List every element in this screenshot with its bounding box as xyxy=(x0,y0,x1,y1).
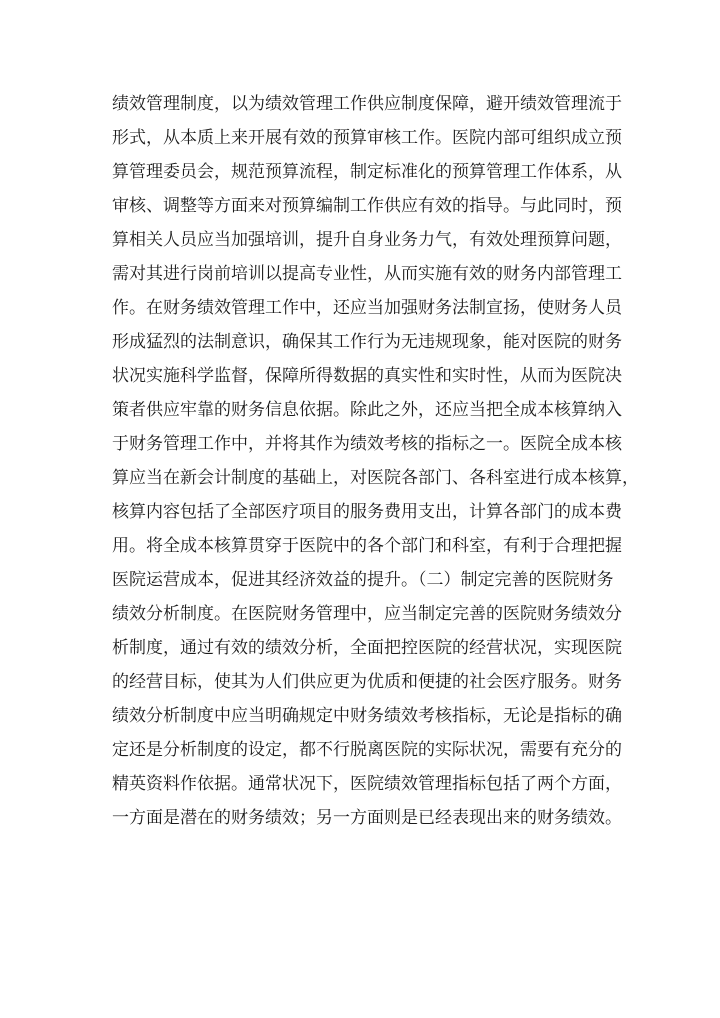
text-line: 算管理委员会，规范预算流程，制定标准化的预算管理工作体系，从 xyxy=(112,162,622,182)
text-line: 形成猛烈的法制意识，确保其工作行为无违规现象，能对医院的财务 xyxy=(112,332,622,352)
text-line: 用。将全成本核算贯穿于医院中的各个部门和科室，有利于合理把握 xyxy=(112,536,622,556)
text-line: 绩效分析制度中应当明确规定中财务绩效考核指标，无论是指标的确 xyxy=(112,706,622,726)
text-line: 精英资料作依据。通常状况下，医院绩效管理指标包括了两个方面， xyxy=(112,774,622,794)
text-line: 策者供应牢靠的财务信息依据。除此之外，还应当把全成本核算纳入 xyxy=(112,400,622,420)
text-line: 算相关人员应当加强培训，提升自身业务力气，有效处理预算问题， xyxy=(112,230,622,250)
text-line: 绩效管理制度，以为绩效管理工作供应制度保障，避开绩效管理流于 xyxy=(112,94,622,114)
text-line: 绩效分析制度。在医院财务管理中，应当制定完善的医院财务绩效分 xyxy=(112,604,622,624)
text-line: 医院运营成本，促进其经济效益的提升。（二）制定完善的医院财务 xyxy=(112,570,614,590)
text-line: 一方面是潜在的财务绩效；另一方面则是已经表现出来的财务绩效。 xyxy=(112,808,622,828)
text-line: 作。在财务绩效管理工作中，还应当加强财务法制宣扬，使财务人员 xyxy=(112,298,622,318)
text-line: 算应当在新会计制度的基础上，对医院各部门、各科室进行成本核算， xyxy=(112,468,639,488)
text-line: 状况实施科学监督，保障所得数据的真实性和实时性，从而为医院决 xyxy=(112,366,622,386)
text-line: 需对其进行岗前培训以提高专业性，从而实施有效的财务内部管理工 xyxy=(112,264,622,284)
text-line: 核算内容包括了全部医疗项目的服务费用支出，计算各部门的成本费 xyxy=(112,502,622,522)
text-line: 审核、调整等方面来对预算编制工作供应有效的指导。与此同时，预 xyxy=(112,196,622,216)
body-text xyxy=(112,87,639,835)
text-line: 形式，从本质上来开展有效的预算审核工作。医院内部可组织成立预 xyxy=(112,128,622,148)
text-line: 于财务管理工作中，并将其作为绩效考核的指标之一。医院全成本核 xyxy=(112,434,622,454)
text-line: 定还是分析制度的设定，都不行脱离医院的实际状况，需要有充分的 xyxy=(112,740,622,760)
text-line: 析制度，通过有效的绩效分析，全面把控医院的经营状况，实现医院 xyxy=(112,638,622,658)
text-line: 的经营目标，使其为人们供应更为优质和便捷的社会医疗服务。财务 xyxy=(112,672,622,692)
